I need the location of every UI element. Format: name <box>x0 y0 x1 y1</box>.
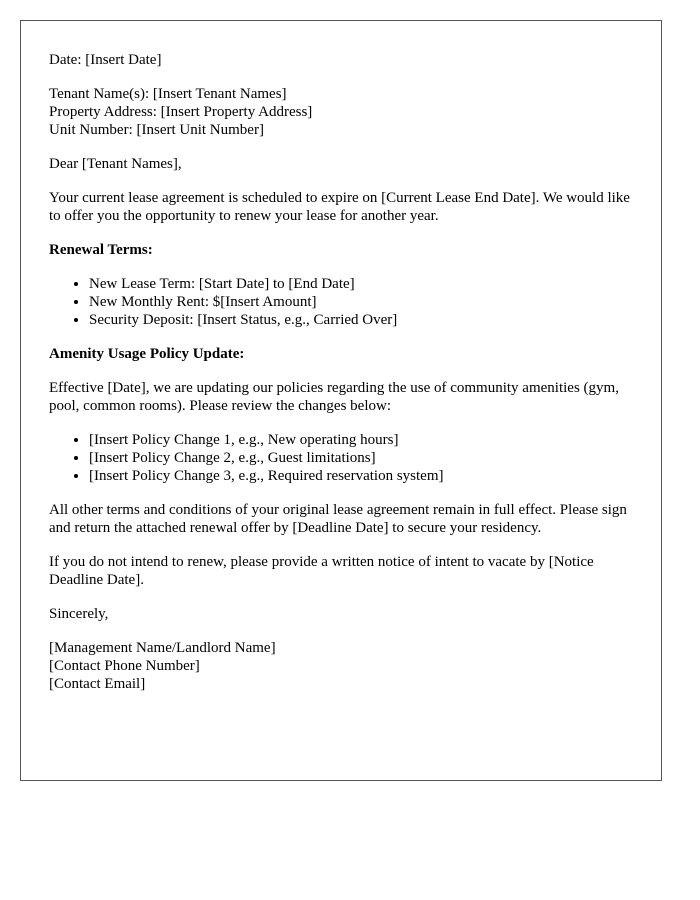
list-item: • New Monthly Rent: $[Insert Amount] <box>89 293 633 311</box>
signature-email: [Contact Email] <box>49 676 146 692</box>
list-item: • [Insert Policy Change 2, e.g., Guest limitations] <box>89 449 633 467</box>
list-item: • Security Deposit: [Insert Status, e.g., Carried Over] <box>89 311 633 329</box>
signature-block <box>49 639 633 693</box>
amenity-policy-heading: Amenity Usage Policy Update: <box>49 346 245 362</box>
list-item: • [Insert Policy Change 1, e.g., New operating hours] <box>89 431 633 449</box>
vacate-paragraph: If you do not intend to renew, please provide a written notice of intent to vacate by [Notice Deadline Date]. <box>49 554 594 588</box>
renewal-terms-list <box>49 275 633 329</box>
tenant-names-line: Tenant Name(s): [Insert Tenant Names] <box>49 86 287 102</box>
amenity-policy-paragraph: Effective [Date], we are updating our policies regarding the use of community amenities (gym, pool, common rooms). Please review the changes below: <box>49 380 619 414</box>
amenity-policy-list <box>49 431 633 485</box>
intro-paragraph: Your current lease agreement is scheduled to expire on [Current Lease End Date]. We would like to offer you the opportunity to renew your lease for another year. <box>49 190 630 224</box>
date-line: Date: [Insert Date] <box>49 52 162 68</box>
unit-number-line: Unit Number: [Insert Unit Number] <box>49 122 264 138</box>
signature-name: [Management Name/Landlord Name] <box>49 640 276 656</box>
letter-document <box>20 20 662 781</box>
renewal-terms-heading: Renewal Terms: <box>49 242 153 258</box>
list-item: • New Lease Term: [Start Date] to [End Date] <box>89 275 633 293</box>
tenant-info-block <box>49 85 633 139</box>
list-item: • [Insert Policy Change 3, e.g., Required reservation system] <box>89 467 633 485</box>
salutation: Dear [Tenant Names], <box>49 156 182 172</box>
terms-paragraph: All other terms and conditions of your original lease agreement remain in full effect. Please sign and return the attached renewal offer by [Deadline Date] to secure your residency. <box>49 502 627 536</box>
closing: Sincerely, <box>49 606 109 622</box>
property-address-line: Property Address: [Insert Property Address] <box>49 104 313 120</box>
signature-phone: [Contact Phone Number] <box>49 658 200 674</box>
